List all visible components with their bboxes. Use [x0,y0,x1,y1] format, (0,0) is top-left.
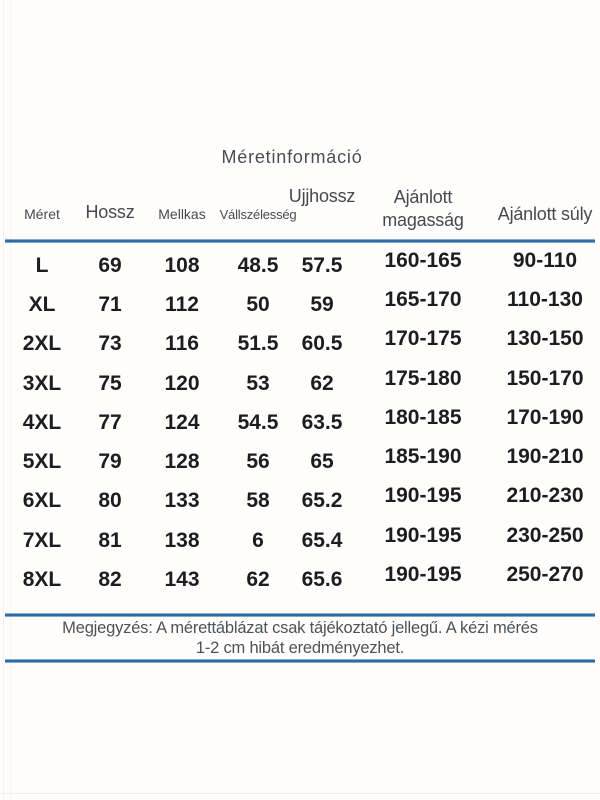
measurement-cell: 210-230 [506,484,584,508]
measurement-cell: 81 [98,528,122,552]
size-label-cell: 6XL [22,489,62,513]
column-header-ajanlott-magassag: Ajánlott magasság [382,187,464,230]
measurement-cell: 65.4 [301,528,343,552]
page-edge-line [0,793,600,794]
measurement-cell: 75 [98,371,122,395]
measurement-cell: 63.5 [301,410,343,434]
page-title: Méretinformáció [221,147,363,167]
size-label-cell: 7XL [22,528,62,552]
note-box [5,613,595,663]
measurement-cell: 165-170 [384,287,462,311]
measurement-cell: 62 [246,568,270,592]
column-header-mellkas: Mellkas [158,206,206,222]
measurement-cell: 124 [164,410,200,434]
measurement-cell: 56 [246,450,270,474]
measurement-cell: 80 [98,489,122,513]
measurement-cell: 59 [310,292,334,316]
measurement-cell: 90-110 [512,248,578,272]
measurement-cell: 69 [98,253,122,277]
measurement-cell: 160-165 [384,248,462,272]
measurement-cell: 77 [98,410,122,434]
column-header-hossz: Hossz [85,202,135,222]
column-header-vallszelesseg: Vállszélesség [219,207,297,222]
measurement-cell: 51.5 [237,332,279,356]
measurement-cell: 185-190 [384,445,462,469]
size-label-cell: 2XL [22,332,62,356]
measurement-cell: 170-190 [506,405,584,429]
measurement-cell: 73 [98,332,122,356]
size-label-cell: 3XL [22,371,62,395]
measurement-cell: 48.5 [237,253,279,277]
measurement-cell: 190-195 [384,523,462,547]
column-header-meret: Méret [24,206,60,222]
measurement-cell: 71 [98,292,122,316]
measurement-cell: 250-270 [506,563,584,587]
measurement-cell: 190-195 [384,563,462,587]
measurement-cell: 65.2 [301,489,343,513]
table-row [0,560,600,599]
measurement-cell: 190-210 [506,445,584,469]
measurement-cell: 130-150 [506,327,584,351]
measurement-cell: 138 [164,528,200,552]
measurement-cell: 57.5 [301,253,343,277]
note-text-line2: 1-2 cm hibát eredményezhet. [195,639,405,657]
measurement-cell: 6 [252,528,264,552]
measurement-cell: 50 [246,292,270,316]
size-label-cell: 8XL [22,568,62,592]
measurement-cell: 116 [165,332,199,356]
size-label-cell: XL [28,292,56,316]
measurement-cell: 150-170 [506,366,584,390]
measurement-cell: 190-195 [384,484,462,508]
measurement-cell: 82 [98,568,122,592]
measurement-cell: 170-175 [384,327,462,351]
size-table-body [0,243,600,600]
measurement-cell: 143 [164,568,200,592]
measurement-cell: 53 [246,371,270,395]
note-text-line1: Megjegyzés: A mérettáblázat csak tájékoztató jellegű. A kézi mérés [62,619,538,637]
measurement-cell: 120 [164,371,200,395]
column-header-ujjhossz: Ujjhossz [288,186,356,206]
size-label-cell: 5XL [22,450,62,474]
size-label-cell: L [35,253,49,277]
note-divider-bottom [5,659,595,663]
measurement-cell: 108 [164,253,200,277]
measurement-cell: 58 [246,489,270,513]
measurement-cell: 180-185 [384,405,462,429]
measurement-cell: 112 [165,292,199,316]
measurement-cell: 65 [310,450,334,474]
measurement-cell: 133 [164,489,200,513]
measurement-cell: 54.5 [237,410,279,434]
measurement-cell: 230-250 [506,523,584,547]
column-header-ajanlott-suly: Ajánlott súly [497,204,593,224]
measurement-cell: 128 [164,450,200,474]
measurement-cell: 60.5 [301,332,343,356]
measurement-cell: 79 [98,450,122,474]
table-header-row [0,180,600,239]
measurement-cell: 65.6 [301,568,343,592]
measurement-cell: 62 [310,371,334,395]
measurement-cell: 110-130 [507,287,583,311]
measurement-cell: 175-180 [384,366,462,390]
size-label-cell: 4XL [22,410,62,434]
